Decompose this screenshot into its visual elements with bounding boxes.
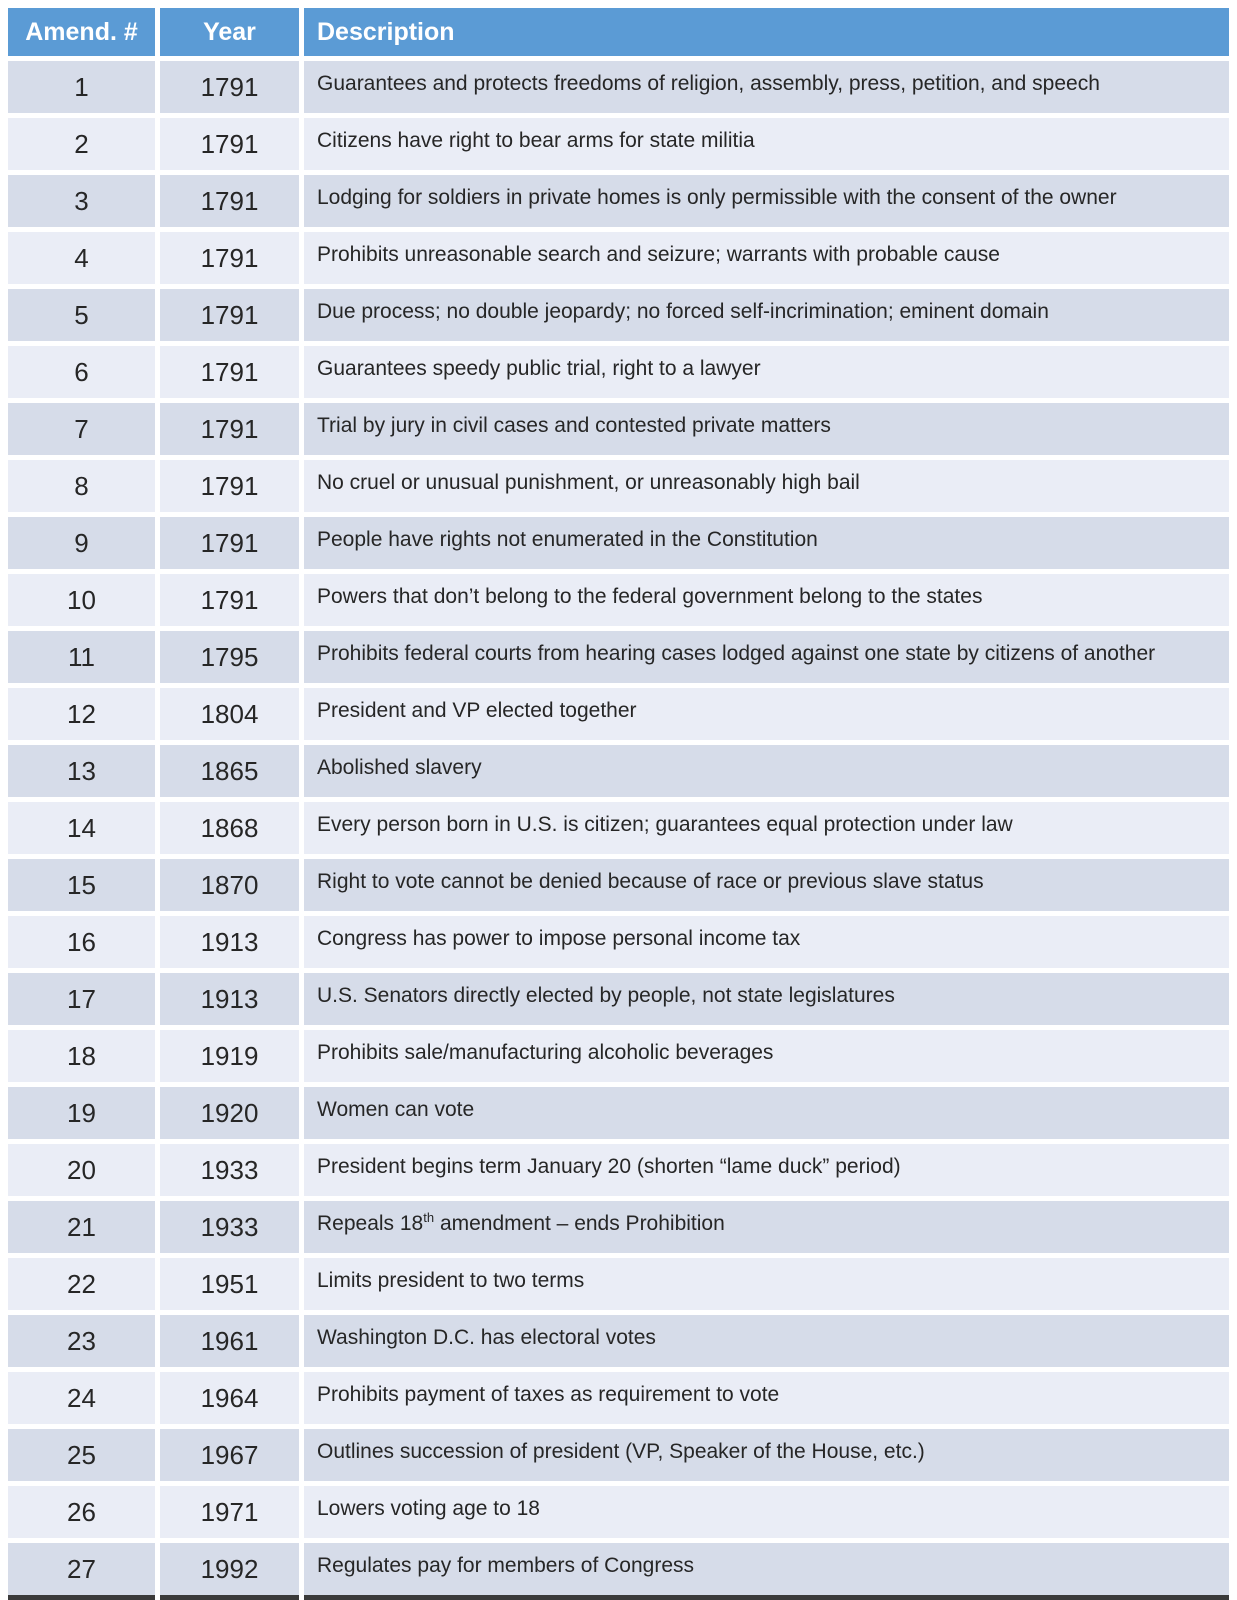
table-row [8, 289, 1229, 341]
amendment-number-cell: 24 [8, 1372, 155, 1424]
description-cell: U.S. Senators directly elected by people, not state legislatures [304, 973, 1229, 1025]
description-cell: Prohibits sale/manufacturing alcoholic beverages [304, 1030, 1229, 1082]
description-cell: Abolished slavery [304, 745, 1229, 797]
table-row [8, 517, 1229, 569]
amendment-number-cell: 22 [8, 1258, 155, 1310]
table-row [8, 688, 1229, 740]
year-cell: 1791 [160, 517, 299, 569]
description-cell: Prohibits federal courts from hearing cases lodged against one state by citizens of another [304, 631, 1229, 683]
year-cell: 1791 [160, 574, 299, 626]
amendment-number-cell: 9 [8, 517, 155, 569]
description-cell: Lodging for soldiers in private homes is only permissible with the consent of the owner [304, 175, 1229, 227]
year-cell: 1791 [160, 403, 299, 455]
year-cell: 1804 [160, 688, 299, 740]
description-cell: Outlines succession of president (VP, Speaker of the House, etc.) [304, 1429, 1229, 1481]
table-row [8, 916, 1229, 968]
table-row [8, 1429, 1229, 1481]
amendments-table [3, 3, 1234, 1600]
year-cell: 1919 [160, 1030, 299, 1082]
table-row [8, 1144, 1229, 1196]
amendment-number-cell: 10 [8, 574, 155, 626]
table-row [8, 631, 1229, 683]
description-cell: No cruel or unusual punishment, or unreasonably high bail [304, 460, 1229, 512]
amendment-number-cell: 4 [8, 232, 155, 284]
amendment-number-cell: 20 [8, 1144, 155, 1196]
year-cell: 1791 [160, 118, 299, 170]
amendment-number-cell: 8 [8, 460, 155, 512]
description-cell: Lowers voting age to 18 [304, 1486, 1229, 1538]
year-cell: 1868 [160, 802, 299, 854]
table-row [8, 1486, 1229, 1538]
table-row [8, 973, 1229, 1025]
table-header [8, 8, 1229, 56]
description-cell: Every person born in U.S. is citizen; guarantees equal protection under law [304, 802, 1229, 854]
table-row [8, 745, 1229, 797]
year-cell: 1795 [160, 631, 299, 683]
description-cell: Prohibits unreasonable search and seizure; warrants with probable cause [304, 232, 1229, 284]
description-cell: Limits president to two terms [304, 1258, 1229, 1310]
bottom-edge-segment [160, 1595, 299, 1600]
table-body [8, 61, 1229, 1595]
amendment-number-cell: 16 [8, 916, 155, 968]
description-cell: Prohibits payment of taxes as requirement to vote [304, 1372, 1229, 1424]
description-cell: Guarantees speedy public trial, right to a lawyer [304, 346, 1229, 398]
year-cell: 1933 [160, 1201, 299, 1253]
header-row [8, 8, 1229, 56]
table-row [8, 574, 1229, 626]
header-description: Description [304, 8, 1229, 56]
description-cell: Powers that don’t belong to the federal government belong to the states [304, 574, 1229, 626]
table-row [8, 118, 1229, 170]
description-cell: People have rights not enumerated in the Constitution [304, 517, 1229, 569]
year-cell: 1870 [160, 859, 299, 911]
description-cell: Citizens have right to bear arms for state militia [304, 118, 1229, 170]
amendment-number-cell: 7 [8, 403, 155, 455]
year-cell: 1964 [160, 1372, 299, 1424]
amendment-number-cell: 2 [8, 118, 155, 170]
table-row [8, 1543, 1229, 1595]
bottom-edge-segment [8, 1595, 155, 1600]
table-row [8, 859, 1229, 911]
description-cell: Guarantees and protects freedoms of religion, assembly, press, petition, and speech [304, 61, 1229, 113]
year-cell: 1913 [160, 916, 299, 968]
table-row [8, 232, 1229, 284]
year-cell: 1913 [160, 973, 299, 1025]
table-row [8, 802, 1229, 854]
amendment-number-cell: 23 [8, 1315, 155, 1367]
bottom-edge-segment [304, 1595, 1229, 1600]
year-cell: 1971 [160, 1486, 299, 1538]
table-row [8, 1258, 1229, 1310]
description-cell: Regulates pay for members of Congress [304, 1543, 1229, 1595]
amendment-number-cell: 18 [8, 1030, 155, 1082]
header-amendment-number: Amend. # [8, 8, 155, 56]
amendment-number-cell: 3 [8, 175, 155, 227]
table-row [8, 1315, 1229, 1367]
description-cell: Washington D.C. has electoral votes [304, 1315, 1229, 1367]
table-row [8, 460, 1229, 512]
year-cell: 1961 [160, 1315, 299, 1367]
description-cell: Repeals 18th amendment – ends Prohibition [304, 1201, 1229, 1253]
year-cell: 1920 [160, 1087, 299, 1139]
amendment-number-cell: 12 [8, 688, 155, 740]
amendment-number-cell: 17 [8, 973, 155, 1025]
description-cell: Congress has power to impose personal income tax [304, 916, 1229, 968]
table-row [8, 61, 1229, 113]
table-row [8, 1030, 1229, 1082]
description-cell: Right to vote cannot be denied because of race or previous slave status [304, 859, 1229, 911]
amendment-number-cell: 26 [8, 1486, 155, 1538]
description-cell: President begins term January 20 (shorten “lame duck” period) [304, 1144, 1229, 1196]
amendment-number-cell: 13 [8, 745, 155, 797]
year-cell: 1791 [160, 61, 299, 113]
amendment-number-cell: 5 [8, 289, 155, 341]
header-year: Year [160, 8, 299, 56]
year-cell: 1933 [160, 1144, 299, 1196]
year-cell: 1791 [160, 460, 299, 512]
table-row [8, 1201, 1229, 1253]
amendment-number-cell: 6 [8, 346, 155, 398]
year-cell: 1791 [160, 232, 299, 284]
amendment-number-cell: 27 [8, 1543, 155, 1595]
year-cell: 1992 [160, 1543, 299, 1595]
description-cell: Due process; no double jeopardy; no forced self-incrimination; eminent domain [304, 289, 1229, 341]
year-cell: 1951 [160, 1258, 299, 1310]
amendment-number-cell: 1 [8, 61, 155, 113]
year-cell: 1865 [160, 745, 299, 797]
description-cell: Women can vote [304, 1087, 1229, 1139]
table-row [8, 346, 1229, 398]
amendment-number-cell: 11 [8, 631, 155, 683]
table-row [8, 175, 1229, 227]
year-cell: 1791 [160, 289, 299, 341]
table-row [8, 1372, 1229, 1424]
year-cell: 1791 [160, 346, 299, 398]
table-row [8, 403, 1229, 455]
amendment-number-cell: 19 [8, 1087, 155, 1139]
amendment-number-cell: 15 [8, 859, 155, 911]
description-cell: Trial by jury in civil cases and contested private matters [304, 403, 1229, 455]
amendment-number-cell: 21 [8, 1201, 155, 1253]
amendment-number-cell: 25 [8, 1429, 155, 1481]
year-cell: 1967 [160, 1429, 299, 1481]
amendment-number-cell: 14 [8, 802, 155, 854]
description-cell: President and VP elected together [304, 688, 1229, 740]
year-cell: 1791 [160, 175, 299, 227]
table-row [8, 1087, 1229, 1139]
